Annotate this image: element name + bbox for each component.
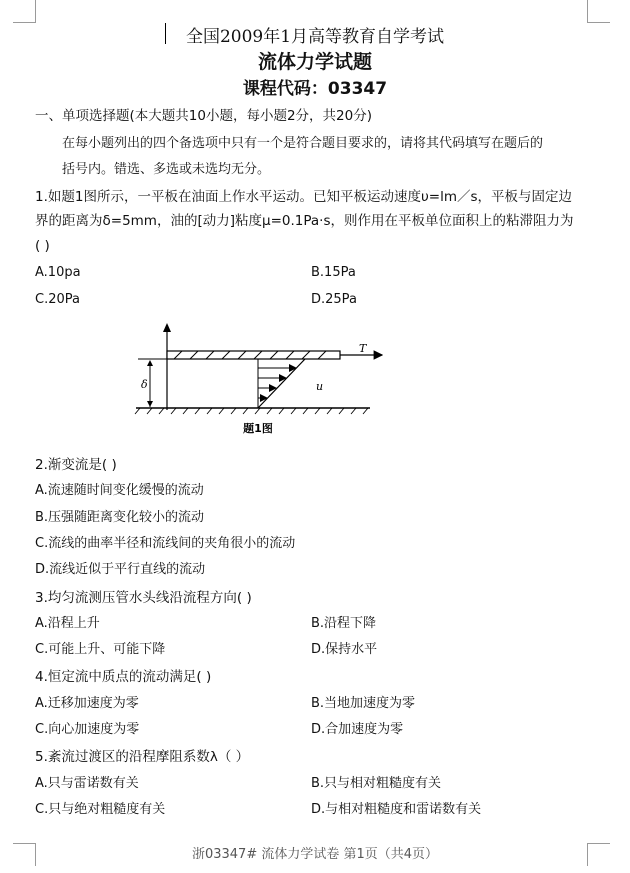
q4-option-d: D.合加速度为零 (311, 722, 404, 737)
delta-arrow-down (147, 401, 153, 407)
question-1-line-1: 1.如题1图所示，一平板在油面上作水平运动。已知平板运动速度υ=lm／s，平板与固定边 (35, 189, 573, 205)
q4-option-c: C.向心加速度为零 (35, 722, 140, 737)
q1-option-b: B.15Pa (311, 265, 356, 280)
question-5: 5.紊流过渡区的沿程摩阻系数λ（ ） (35, 749, 250, 765)
q2-option-a: A.流速随时间变化缓慢的流动 (35, 483, 204, 498)
boundary-hatching (135, 408, 368, 414)
q5-option-c: C.只与绝对粗糙度有关 (35, 802, 166, 817)
question-3: 3.均匀流测压管水头线沿流程方向( ) (35, 590, 252, 606)
crop-mark-top-right (587, 0, 610, 23)
q1-option-c: C.20Pa (35, 292, 80, 307)
section-title: 一、单项选择题(本大题共10小题，每小题2分，共20分) (35, 108, 372, 124)
course-code: 课程代码：03347 (242, 79, 388, 99)
figure-1-diagram (130, 318, 390, 438)
q2-option-d: D.流线近似于平行直线的流动 (35, 562, 206, 577)
vertical-axis-arrow (163, 323, 171, 332)
exam-title: 全国2009年1月高等教育自学考试 (185, 27, 445, 47)
question-1-line-2: 界的距离为δ=5mm，油的[动力]粘度μ=0.1Pa·s，则作用在平板单位面积上的粘滞阻力为 (35, 213, 574, 229)
instruction-line-2: 括号内。错选、多选或未选均无分。 (62, 162, 271, 177)
q1-option-a: A.10pa (35, 265, 81, 280)
label-delta: δ (141, 378, 148, 391)
q2-option-c: C.流线的曲率半径和流线间的夹角很小的流动 (35, 536, 296, 551)
figure-caption: 题1图 (243, 422, 273, 435)
q5-option-a: A.只与雷诺数有关 (35, 776, 139, 791)
velocity-arrows (258, 368, 296, 398)
q3-option-c: C.可能上升、可能下降 (35, 642, 166, 657)
label-u: u (316, 380, 324, 393)
delta-arrow-up (147, 360, 153, 366)
q4-option-a: A.迁移加速度为零 (35, 696, 139, 711)
q1-option-d: D.25Pa (311, 292, 357, 307)
q2-option-b: B.压强随距离变化较小的流动 (35, 510, 205, 525)
q3-option-b: B.沿程下降 (311, 616, 377, 631)
velocity-profile-line (258, 359, 305, 408)
subject-title: 流体力学试题 (257, 51, 372, 73)
q4-option-b: B.当地加速度为零 (311, 696, 416, 711)
label-t: T (359, 342, 367, 355)
question-1-line-3: ( ) (35, 238, 50, 254)
page-footer: 浙03347# 流体力学试卷 第1页（共4页） (191, 847, 439, 862)
moving-plate (167, 351, 340, 359)
crop-mark-top-left (13, 0, 36, 23)
q3-option-d: D.保持水平 (311, 642, 378, 657)
instruction-line-1: 在每小题列出的四个备选项中只有一个是符合题目要求的，请将其代码填写在题后的 (62, 136, 544, 151)
q5-option-d: D.与相对粗糙度和雷诺数有关 (311, 802, 482, 817)
question-2: 2.渐变流是( ) (35, 457, 117, 473)
question-4: 4.恒定流中质点的流动满足( ) (35, 669, 212, 685)
q5-option-b: B.只与相对粗糙度有关 (311, 776, 442, 791)
q3-option-a: A.沿程上升 (35, 616, 100, 631)
